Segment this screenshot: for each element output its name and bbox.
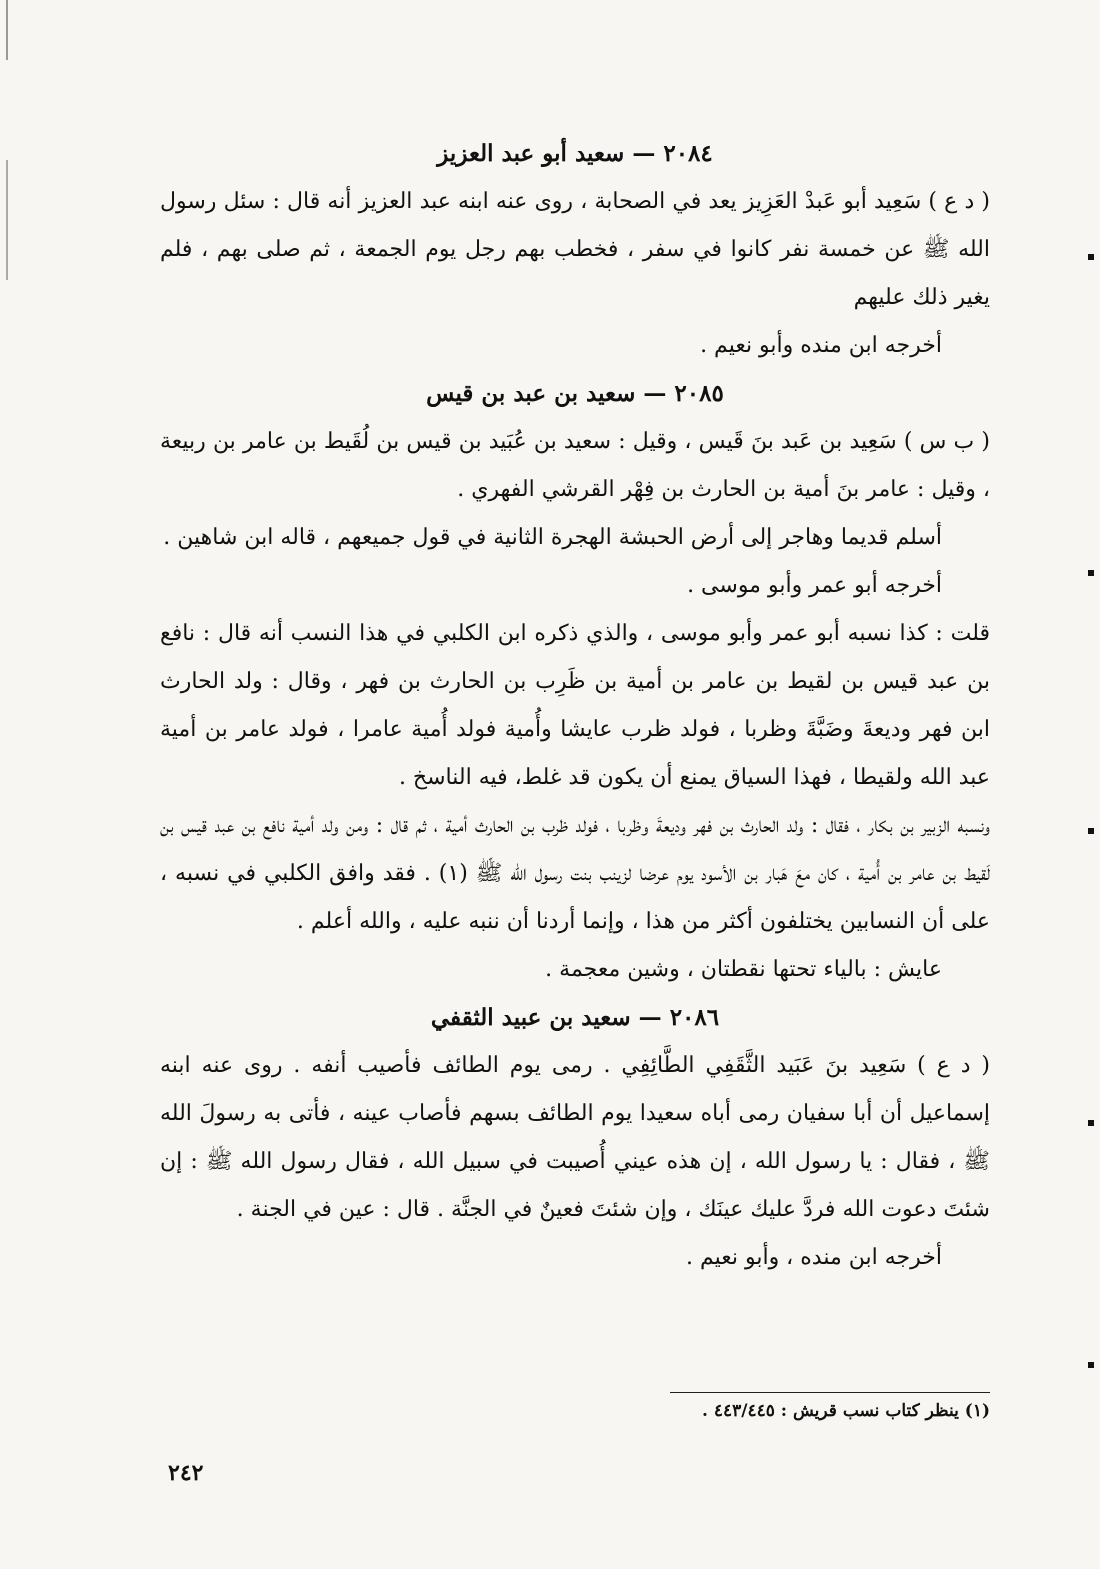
entry-paragraph: أخرجه ابن منده ، وأبو نعيم . [685, 1245, 942, 1270]
edge-mark [1088, 1120, 1094, 1126]
edge-mark [1088, 570, 1094, 576]
edge-mark [1088, 828, 1094, 834]
page-number: ٢٤٢ [168, 1460, 204, 1486]
edge-mark [1088, 1362, 1094, 1368]
entry-paragraph: أسلم قديما وهاجر إلى أرض الحبشة الهجرة الثانية في قول جميعهم ، قاله ابن شاهين . [163, 525, 942, 550]
entry-heading: ٢٠٨٤ — سعيد أبو عبد العزيز [437, 140, 713, 167]
edge-mark [1088, 254, 1094, 260]
entry-paragraph: ( د ع ) سَعِيد بنَ عَبَيد الثَّقَفِي الطَّائِفِي . رمى يوم الطائف فأصيب أنفه . روى عنه ابنه إسماعيل أن أبا سفيان رمى أباه سعيدا يوم الطائف بسهم فأصاب عينه ، فأتى به رسولَ الله ﷺ ، فقال : يا رسول الله ، إن هذه عيني أُصيبت في سبيل الله ، فقال رسول الله ﷺ : إن شئتَ دعوت الله فردَّ عليك عينَك ، وإن شئتَ فعينٌ في الجنَّة . قال : عين في الجنة . [160, 1053, 990, 1222]
scan-edge-line [6, 160, 8, 280]
entry-heading: ٢٠٨٦ — سعيد بن عبيد الثقفي [430, 1004, 720, 1031]
page-body [160, 130, 990, 1282]
entry-paragraph: قلت : كذا نسبه أبو عمر وأبو موسى ، والذي ذكره ابن الكلبي في هذا النسب أنه قال : نافع بن عبد قيس بن لقيط بن عامر بن أمية بن ظَرِب بن الحارث بن فهر ، وقال : ولد الحارث ابن فهر وديعةَ وضَبَّةَ وظربا ، فولد ظرب عايشا وأُمية فولد أُمية عامرا ، فولد عامر بن أمية عبد الله ولقيطا ، فهذا السياق يمنع أن يكون قد غلط، فيه الناسخ . [160, 621, 990, 790]
entry-paragraph: أخرجه ابن منده وأبو نعيم . [700, 333, 942, 358]
entry-paragraph: ( ب س ) سَعِيد بن عَبد بنَ قَيس ، وقيل : سعيد بن عُبَيد بن قيس بن لُقَيط بن عامر بن ربيعة ، وقيل : عامر بنَ أمية بن الحارث بن فِهْر القرشي الفهري . [160, 429, 990, 502]
entry-paragraph: ( د ع ) سَعِيد أبو عَبدْ العَزِيز يعد في الصحابة ، روى عنه ابنه عبد العزيز أنه قال : سئل رسول الله ﷺ عن خمسة نفر كانوا في سفر ، فخطب بهم رجل يوم الجمعة ، ثم صلى بهم ، فلم يغير ذلك عليهم [160, 189, 990, 310]
entry-paragraph: أخرجه أبو عمر وأبو موسى . [687, 573, 942, 598]
footnote-divider [670, 1392, 990, 1393]
entry-paragraph: عايش : بالياء تحتها نقطتان ، وشين معجمة . [545, 957, 942, 982]
footnote: (١) ينظر كتاب نسب قريش : ٤٤٣/٤٤٥ . [702, 1401, 990, 1421]
scan-edge-line [6, 0, 8, 60]
entry-heading: ٢٠٨٥ — سعيد بن عبد بن قيس [426, 380, 724, 407]
entry-paragraph: ونسبه الزبير بن بكار ، فقال : ولد الحارث بن فهر وديعةَ وظربا ، فولد ظرب بن الحارث أمية ، ثم قال : ومن ولد أمية نافع بن عبد قيس بن لَقيط بن عامر بن أُمية ، كان معَ هَبار بن الأسود يوم عرضا لزينب بنت رسول الله ﷺ (١) . فقد وافق الكلبي في نسبه ، على أن النسابين يختلفون أكثر من هذا ، وإنما أردنا أن ننبه عليه ، والله أعلم . [160, 813, 991, 934]
